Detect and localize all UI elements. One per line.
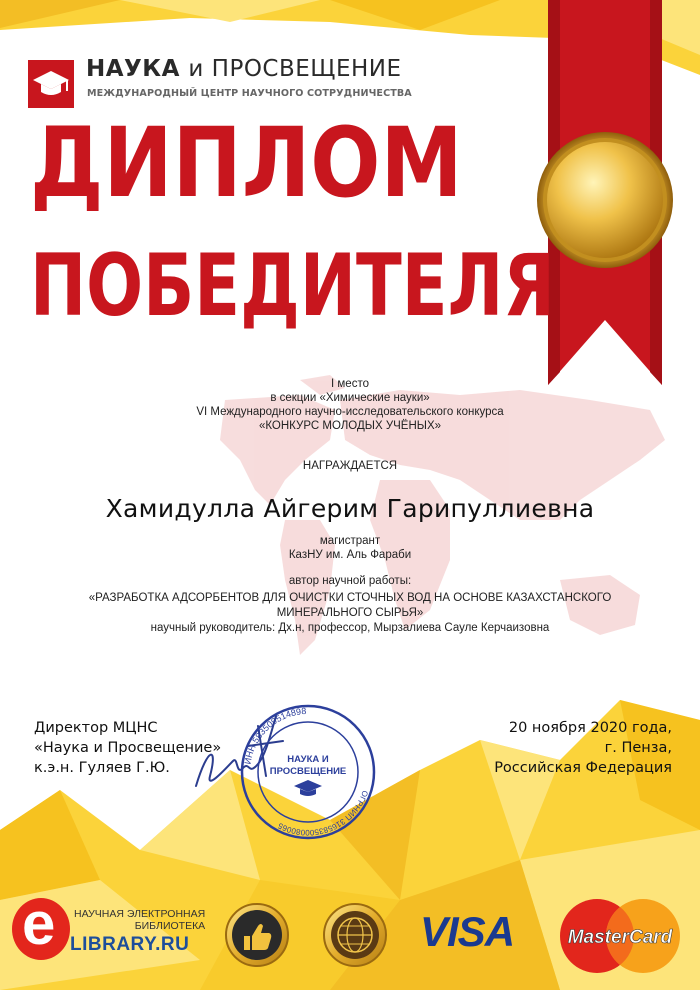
brand-logo	[28, 60, 74, 108]
work-supervisor: научный руководитель: Дх.н, профессор, Мырзалиева Сауле Керчаизовна	[150, 622, 550, 634]
work-title-line1: «РАЗРАБОТКА АДСОРБЕНТОВ ДЛЯ ОЧИСТКИ СТОЧНЫХ ВОД НА ОСНОВЕ КАЗАХСТАНСКОГО	[88, 592, 612, 604]
recipient-organization: КазНУ им. Аль Фараби	[288, 549, 412, 561]
director-org: «Наука и Просвещение»	[34, 740, 222, 756]
recipient-position: магистрант	[319, 535, 381, 547]
brand-title-light: и ПРОСВЕЩЕНИЕ	[188, 56, 402, 82]
graduation-cap-icon	[28, 60, 74, 108]
elibrary-text	[74, 908, 205, 932]
director-title: Директор МЦНС	[34, 720, 158, 736]
work-title-line2: МИНЕРАЛЬНОГО СЫРЬЯ»	[276, 607, 424, 619]
thumbs-up-icon	[224, 902, 290, 968]
brand-subtitle: МЕЖДУНАРОДНЫЙ ЦЕНТР НАУЧНОГО СОТРУДНИЧЕСТВА	[87, 88, 412, 99]
title-line2: ПОБЕДИТЕЛЯ	[30, 236, 555, 336]
stamp-center-line1: НАУКА И	[287, 754, 329, 765]
elibrary-e-letter: e	[22, 890, 56, 957]
mastercard-logo	[555, 896, 685, 976]
work-label: автор научной работы:	[288, 575, 412, 587]
elibrary-line1: НАУЧНАЯ ЭЛЕКТРОННАЯ	[74, 908, 206, 920]
date-place-block	[494, 718, 672, 778]
gold-medal	[537, 132, 673, 268]
brand-title	[86, 56, 402, 82]
mastercard-text: MasterCard	[567, 927, 673, 948]
issue-city: г. Пенза,	[604, 740, 672, 756]
stamp-cap-icon	[294, 780, 322, 796]
recipient-name: Хамидулла Айгерим Гарипуллиевна	[105, 494, 595, 523]
award-section: в секции «Химические науки»	[270, 392, 430, 404]
stamp-inn-text: ИНН 583509514898	[242, 705, 307, 766]
award-contest: VI Международного научно-исследовательского конкурса	[196, 406, 504, 418]
issue-country: Российская Федерация	[494, 760, 672, 776]
issue-date: 20 ноября 2020 года,	[508, 720, 672, 736]
award-place: I место	[331, 378, 369, 390]
elibrary-line2: БИБЛИОТЕКА	[134, 920, 206, 932]
brand-title-bold: НАУКА	[86, 56, 180, 82]
awarded-label: НАГРАЖДАЕТСЯ	[302, 460, 398, 472]
official-stamp	[238, 702, 378, 842]
elibrary-logo	[12, 890, 212, 968]
elibrary-main: LIBRARY.RU	[70, 934, 190, 955]
stamp-center-line2: ПРОСВЕЩЕНИЕ	[269, 766, 347, 777]
award-contest-name: «КОНКУРС МОЛОДЫХ УЧЁНЫХ»	[258, 420, 442, 432]
director-name: к.э.н. Гуляев Г.Ю.	[34, 760, 170, 776]
title-line1: ДИПЛОМ	[30, 107, 463, 219]
stamp-ogrnip-text: ОГРНИП 316583500080065	[276, 789, 370, 838]
globe-badge-icon	[322, 902, 388, 968]
visa-logo: VISA	[420, 908, 515, 955]
